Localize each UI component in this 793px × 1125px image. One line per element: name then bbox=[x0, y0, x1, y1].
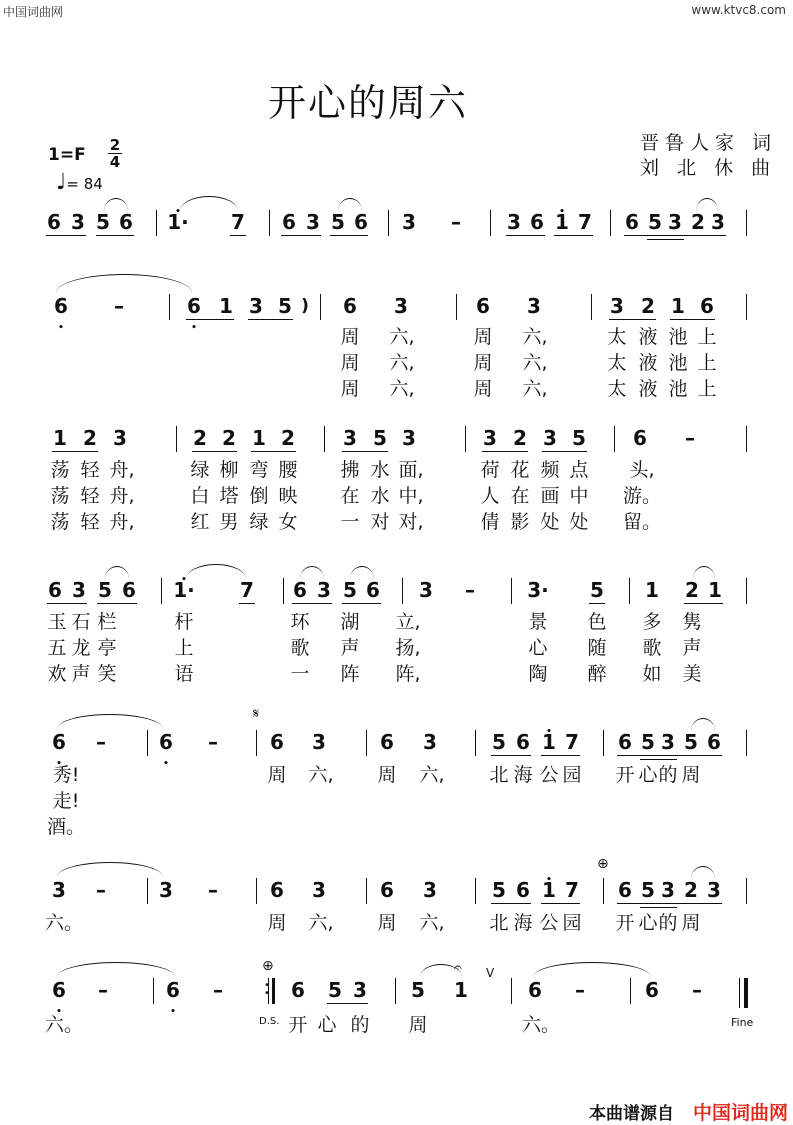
note: 3 bbox=[402, 210, 416, 234]
key-signature: 1=F bbox=[48, 145, 86, 165]
note: 7 bbox=[565, 878, 579, 902]
watermark-right: www.ktvc8.com bbox=[691, 3, 786, 17]
coda-icon: ⊕ bbox=[597, 856, 609, 872]
note: 5 bbox=[343, 578, 357, 602]
note: 6 bbox=[282, 210, 296, 234]
note: • 1 bbox=[555, 210, 569, 234]
note: 6 bbox=[48, 578, 62, 602]
note: 5 bbox=[684, 730, 698, 754]
note: 5 bbox=[648, 210, 662, 234]
closing-parenthesis: ) bbox=[301, 296, 309, 316]
note: 3 bbox=[52, 878, 66, 902]
composer-credit: 刘 北 休 曲 bbox=[640, 157, 777, 179]
note: 3 bbox=[711, 210, 725, 234]
note: 6 bbox=[633, 426, 647, 450]
note: • 1· bbox=[173, 578, 195, 602]
note: 5 bbox=[98, 578, 112, 602]
note: 2 bbox=[222, 426, 236, 450]
staff-row-1 bbox=[0, 210, 793, 240]
note: 5 bbox=[641, 730, 655, 754]
note: 3 bbox=[661, 878, 675, 902]
note: 6 bbox=[516, 730, 530, 754]
note: 5 bbox=[492, 878, 506, 902]
note: – bbox=[692, 978, 702, 1002]
note: 6 bbox=[516, 878, 530, 902]
note: 1 bbox=[645, 578, 659, 602]
note: 2 bbox=[685, 578, 699, 602]
note: 5 bbox=[590, 578, 604, 602]
note: 6 bbox=[380, 730, 394, 754]
note: 5 bbox=[328, 978, 342, 1002]
staff-row-6 bbox=[0, 878, 793, 908]
note: 3 bbox=[423, 730, 437, 754]
note: 1 bbox=[454, 978, 468, 1002]
note: 1 bbox=[252, 426, 266, 450]
note: 3 bbox=[527, 294, 541, 318]
note: 6 bbox=[47, 210, 61, 234]
note: 2 bbox=[513, 426, 527, 450]
note: 3 bbox=[423, 878, 437, 902]
note: – bbox=[213, 978, 223, 1002]
note: 3 bbox=[72, 578, 86, 602]
breath-mark: V bbox=[486, 966, 495, 980]
song-title: 开心的周六 bbox=[268, 81, 469, 125]
source-label: 本曲谱源自 bbox=[589, 1104, 674, 1124]
note: 5 bbox=[411, 978, 425, 1002]
note: – bbox=[96, 730, 106, 754]
note: 6 bbox=[119, 210, 133, 234]
note: – bbox=[208, 878, 218, 902]
note: 6 bbox=[270, 878, 284, 902]
note: 6 bbox=[707, 730, 721, 754]
note: 3 bbox=[312, 878, 326, 902]
note: 7 bbox=[231, 210, 245, 234]
note: 3· bbox=[527, 578, 549, 602]
note: 6 bbox=[293, 578, 307, 602]
note: 5 bbox=[373, 426, 387, 450]
note: 6 • bbox=[54, 294, 68, 318]
note: – bbox=[575, 978, 585, 1002]
note: 7 bbox=[565, 730, 579, 754]
note: 6 bbox=[618, 878, 632, 902]
note: 3 bbox=[668, 210, 682, 234]
fine-marking: Fine bbox=[731, 1016, 754, 1029]
note: 7 bbox=[578, 210, 592, 234]
note: 6 bbox=[645, 978, 659, 1002]
source-site-link[interactable]: 中国词曲网 bbox=[693, 1102, 789, 1124]
note: 3 bbox=[543, 426, 557, 450]
note: 6 bbox=[354, 210, 368, 234]
note: 5 bbox=[278, 294, 292, 318]
note: 6 • bbox=[52, 730, 66, 754]
note: – bbox=[114, 294, 124, 318]
note: – bbox=[208, 730, 218, 754]
note: 3 bbox=[249, 294, 263, 318]
note: 6 bbox=[380, 878, 394, 902]
tempo-marking: ♩= 84 bbox=[56, 170, 103, 195]
quarter-note-icon: ♩ bbox=[56, 170, 67, 195]
note: 6 bbox=[528, 978, 542, 1002]
note: 2 bbox=[641, 294, 655, 318]
note: 1 bbox=[219, 294, 233, 318]
note: 1 bbox=[708, 578, 722, 602]
time-signature: $\frac{2}{4}$ bbox=[109, 136, 121, 171]
note: 2 bbox=[83, 426, 97, 450]
fermata-icon: 𝄐 bbox=[454, 960, 462, 976]
note: 5 bbox=[331, 210, 345, 234]
note: 6 bbox=[700, 294, 714, 318]
lyricist-credit: 晋鲁人家 词 bbox=[640, 132, 778, 154]
note: 3 bbox=[402, 426, 416, 450]
note: 3 bbox=[71, 210, 85, 234]
note: – bbox=[98, 978, 108, 1002]
note: 6 • bbox=[187, 294, 201, 318]
note: 6 bbox=[530, 210, 544, 234]
watermark-left: 中国词曲网 bbox=[3, 5, 64, 19]
note: 1 bbox=[671, 294, 685, 318]
note: 6 bbox=[122, 578, 136, 602]
note: 6 bbox=[270, 730, 284, 754]
note: 3 bbox=[317, 578, 331, 602]
note: 3 bbox=[113, 426, 127, 450]
dal-segno-marking: D.S. bbox=[259, 1016, 280, 1027]
note: 3 bbox=[419, 578, 433, 602]
note: 2 bbox=[691, 210, 705, 234]
note: – bbox=[685, 426, 695, 450]
staff-row-4 bbox=[0, 578, 793, 608]
note: 3 bbox=[353, 978, 367, 1002]
note: 3 bbox=[483, 426, 497, 450]
note: 3 bbox=[306, 210, 320, 234]
note: – bbox=[465, 578, 475, 602]
segno-icon: 𝄋 bbox=[253, 706, 260, 722]
note: 3 bbox=[343, 426, 357, 450]
note: 3 bbox=[507, 210, 521, 234]
note: 3 bbox=[610, 294, 624, 318]
note: 6 bbox=[366, 578, 380, 602]
note: 6 bbox=[343, 294, 357, 318]
note: • 1 bbox=[542, 878, 556, 902]
note: 6 bbox=[625, 210, 639, 234]
note: 7 bbox=[240, 578, 254, 602]
note: • 1 bbox=[542, 730, 556, 754]
note: 6 bbox=[618, 730, 632, 754]
coda-icon: ⊕ bbox=[262, 958, 274, 974]
note: 6 bbox=[291, 978, 305, 1002]
note: 3 bbox=[312, 730, 326, 754]
note: 5 bbox=[96, 210, 110, 234]
staff-row-5 bbox=[0, 730, 793, 760]
note: 2 bbox=[193, 426, 207, 450]
note: 1 bbox=[53, 426, 67, 450]
note: 2 bbox=[281, 426, 295, 450]
note: 3 bbox=[707, 878, 721, 902]
note: 6 • bbox=[159, 730, 173, 754]
note: 6 bbox=[476, 294, 490, 318]
note: – bbox=[451, 210, 461, 234]
note: 3 bbox=[661, 730, 675, 754]
note: 6 • bbox=[52, 978, 66, 1002]
note: – bbox=[96, 878, 106, 902]
note: 5 bbox=[641, 878, 655, 902]
note: 3 bbox=[394, 294, 408, 318]
note: • 1· bbox=[167, 210, 189, 234]
staff-row-7: 6 • – 6 • – • • 6 5 3 5 1 6 – 6 – bbox=[0, 978, 793, 1008]
note: 5 bbox=[492, 730, 506, 754]
note: 2 bbox=[684, 878, 698, 902]
staff-row-3 bbox=[0, 426, 793, 456]
staff-row-2 bbox=[0, 294, 793, 324]
note: 5 bbox=[572, 426, 586, 450]
note: 6 • bbox=[166, 978, 180, 1002]
note: 3 bbox=[159, 878, 173, 902]
